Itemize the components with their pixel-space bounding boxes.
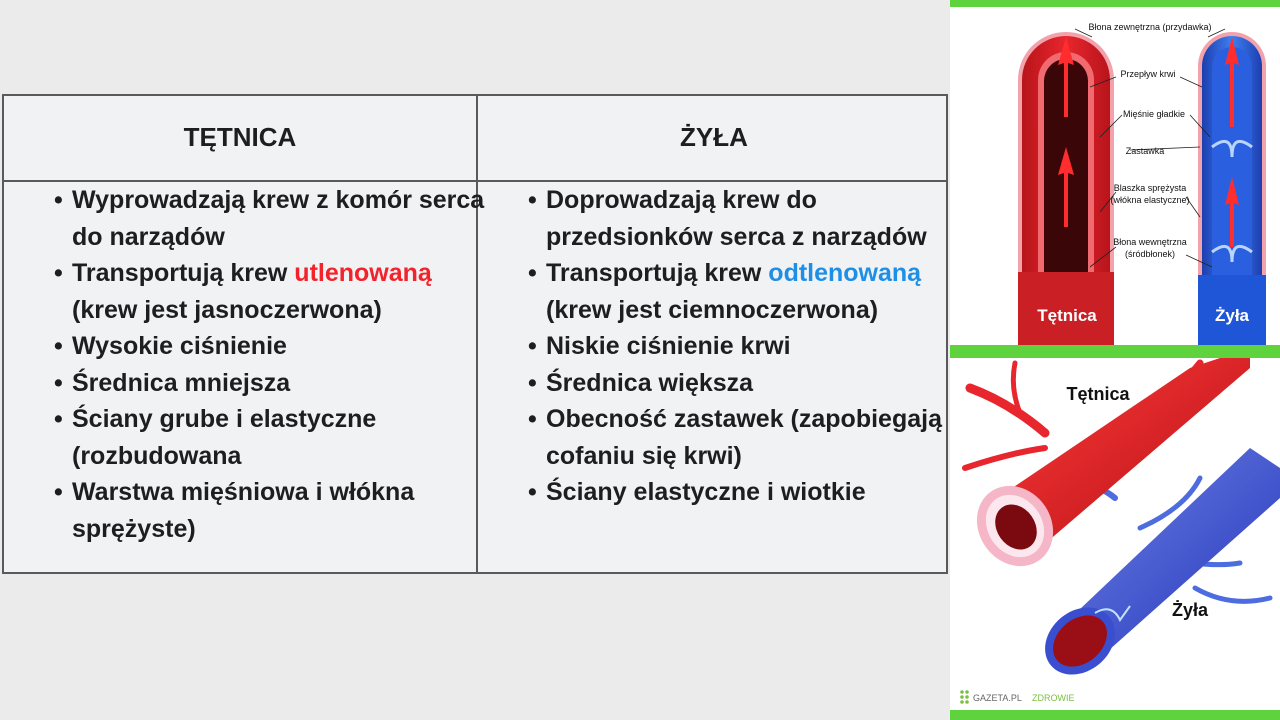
list-item: • Niskie ciśnienie krwi <box>528 328 942 365</box>
vessel-illustration <box>950 358 1280 710</box>
brand-name: GAZETA.PL <box>973 693 1022 703</box>
illustration-artery-caption: Tętnica <box>1066 384 1130 404</box>
illustration-vein-caption: Żyła <box>1171 600 1209 620</box>
artery-list <box>54 182 484 547</box>
smooth-muscle-label: Mięśnie gładkie <box>1122 109 1186 119</box>
brand-logo <box>960 690 1074 704</box>
artery-header: TĘTNICA <box>183 122 297 152</box>
vessel-illustration-svg <box>950 358 1280 710</box>
vessel-diagram-svg <box>950 7 1280 345</box>
list-item: • Obecność zastawek (zapobiegają cofaniu się krwi) <box>528 401 942 474</box>
brand-section: ZDROWIE <box>1032 693 1075 703</box>
list-item: • Ściany elastyczne i wiotkie <box>528 474 942 511</box>
elastic-label-2: (włókna elastyczne) <box>1110 195 1190 205</box>
oxygenated-highlight: utlenowaną <box>294 259 432 287</box>
elastic-label-1: Blaszka sprężysta <box>1113 183 1187 193</box>
green-bar-bottom <box>950 710 1280 720</box>
vein-caption: Żyła <box>1214 306 1250 325</box>
list-item: • Ściany grube i elastyczne (rozbudowana <box>54 401 484 474</box>
artery-caption: Tętnica <box>1037 306 1097 325</box>
list-item: • Warstwa mięśniowa i włókna sprężyste) <box>54 474 484 547</box>
deoxygenated-highlight: odtlenowaną <box>768 259 922 287</box>
vein-header: ŻYŁA <box>680 122 748 152</box>
list-item: • Średnica mniejsza <box>54 365 484 402</box>
brand-dots-icon <box>960 690 969 704</box>
inner-label-1: Błona wewnętrzna <box>1113 237 1187 247</box>
inner-label-2: (śródbłonek) <box>1124 249 1176 259</box>
list-item: • Średnica większa <box>528 365 942 402</box>
list-item: • Doprowadzają krew do przedsionków serca z narządów <box>528 182 942 255</box>
comparison-table <box>2 94 948 574</box>
list-item: • Wysokie ciśnienie <box>54 328 484 365</box>
blood-flow-label: Przepływ krwi <box>1120 69 1176 79</box>
outer-wall-label: Błona zewnętrzna (przydawka) <box>1088 22 1212 32</box>
list-item: • Transportują krew odtlenowaną (krew jest ciemnoczerwona) <box>528 255 942 328</box>
vein-list <box>528 182 942 511</box>
vessel-structure-diagram <box>950 7 1280 345</box>
green-bar-middle <box>950 345 1280 358</box>
list-item: • Wyprowadzają krew z komór serca do narządów <box>54 182 484 255</box>
green-bar-top <box>950 0 1280 7</box>
valve-label: Zastawka <box>1125 146 1165 156</box>
list-item: • Transportują krew utlenowaną (krew jest jasnoczerwona) <box>54 255 484 328</box>
